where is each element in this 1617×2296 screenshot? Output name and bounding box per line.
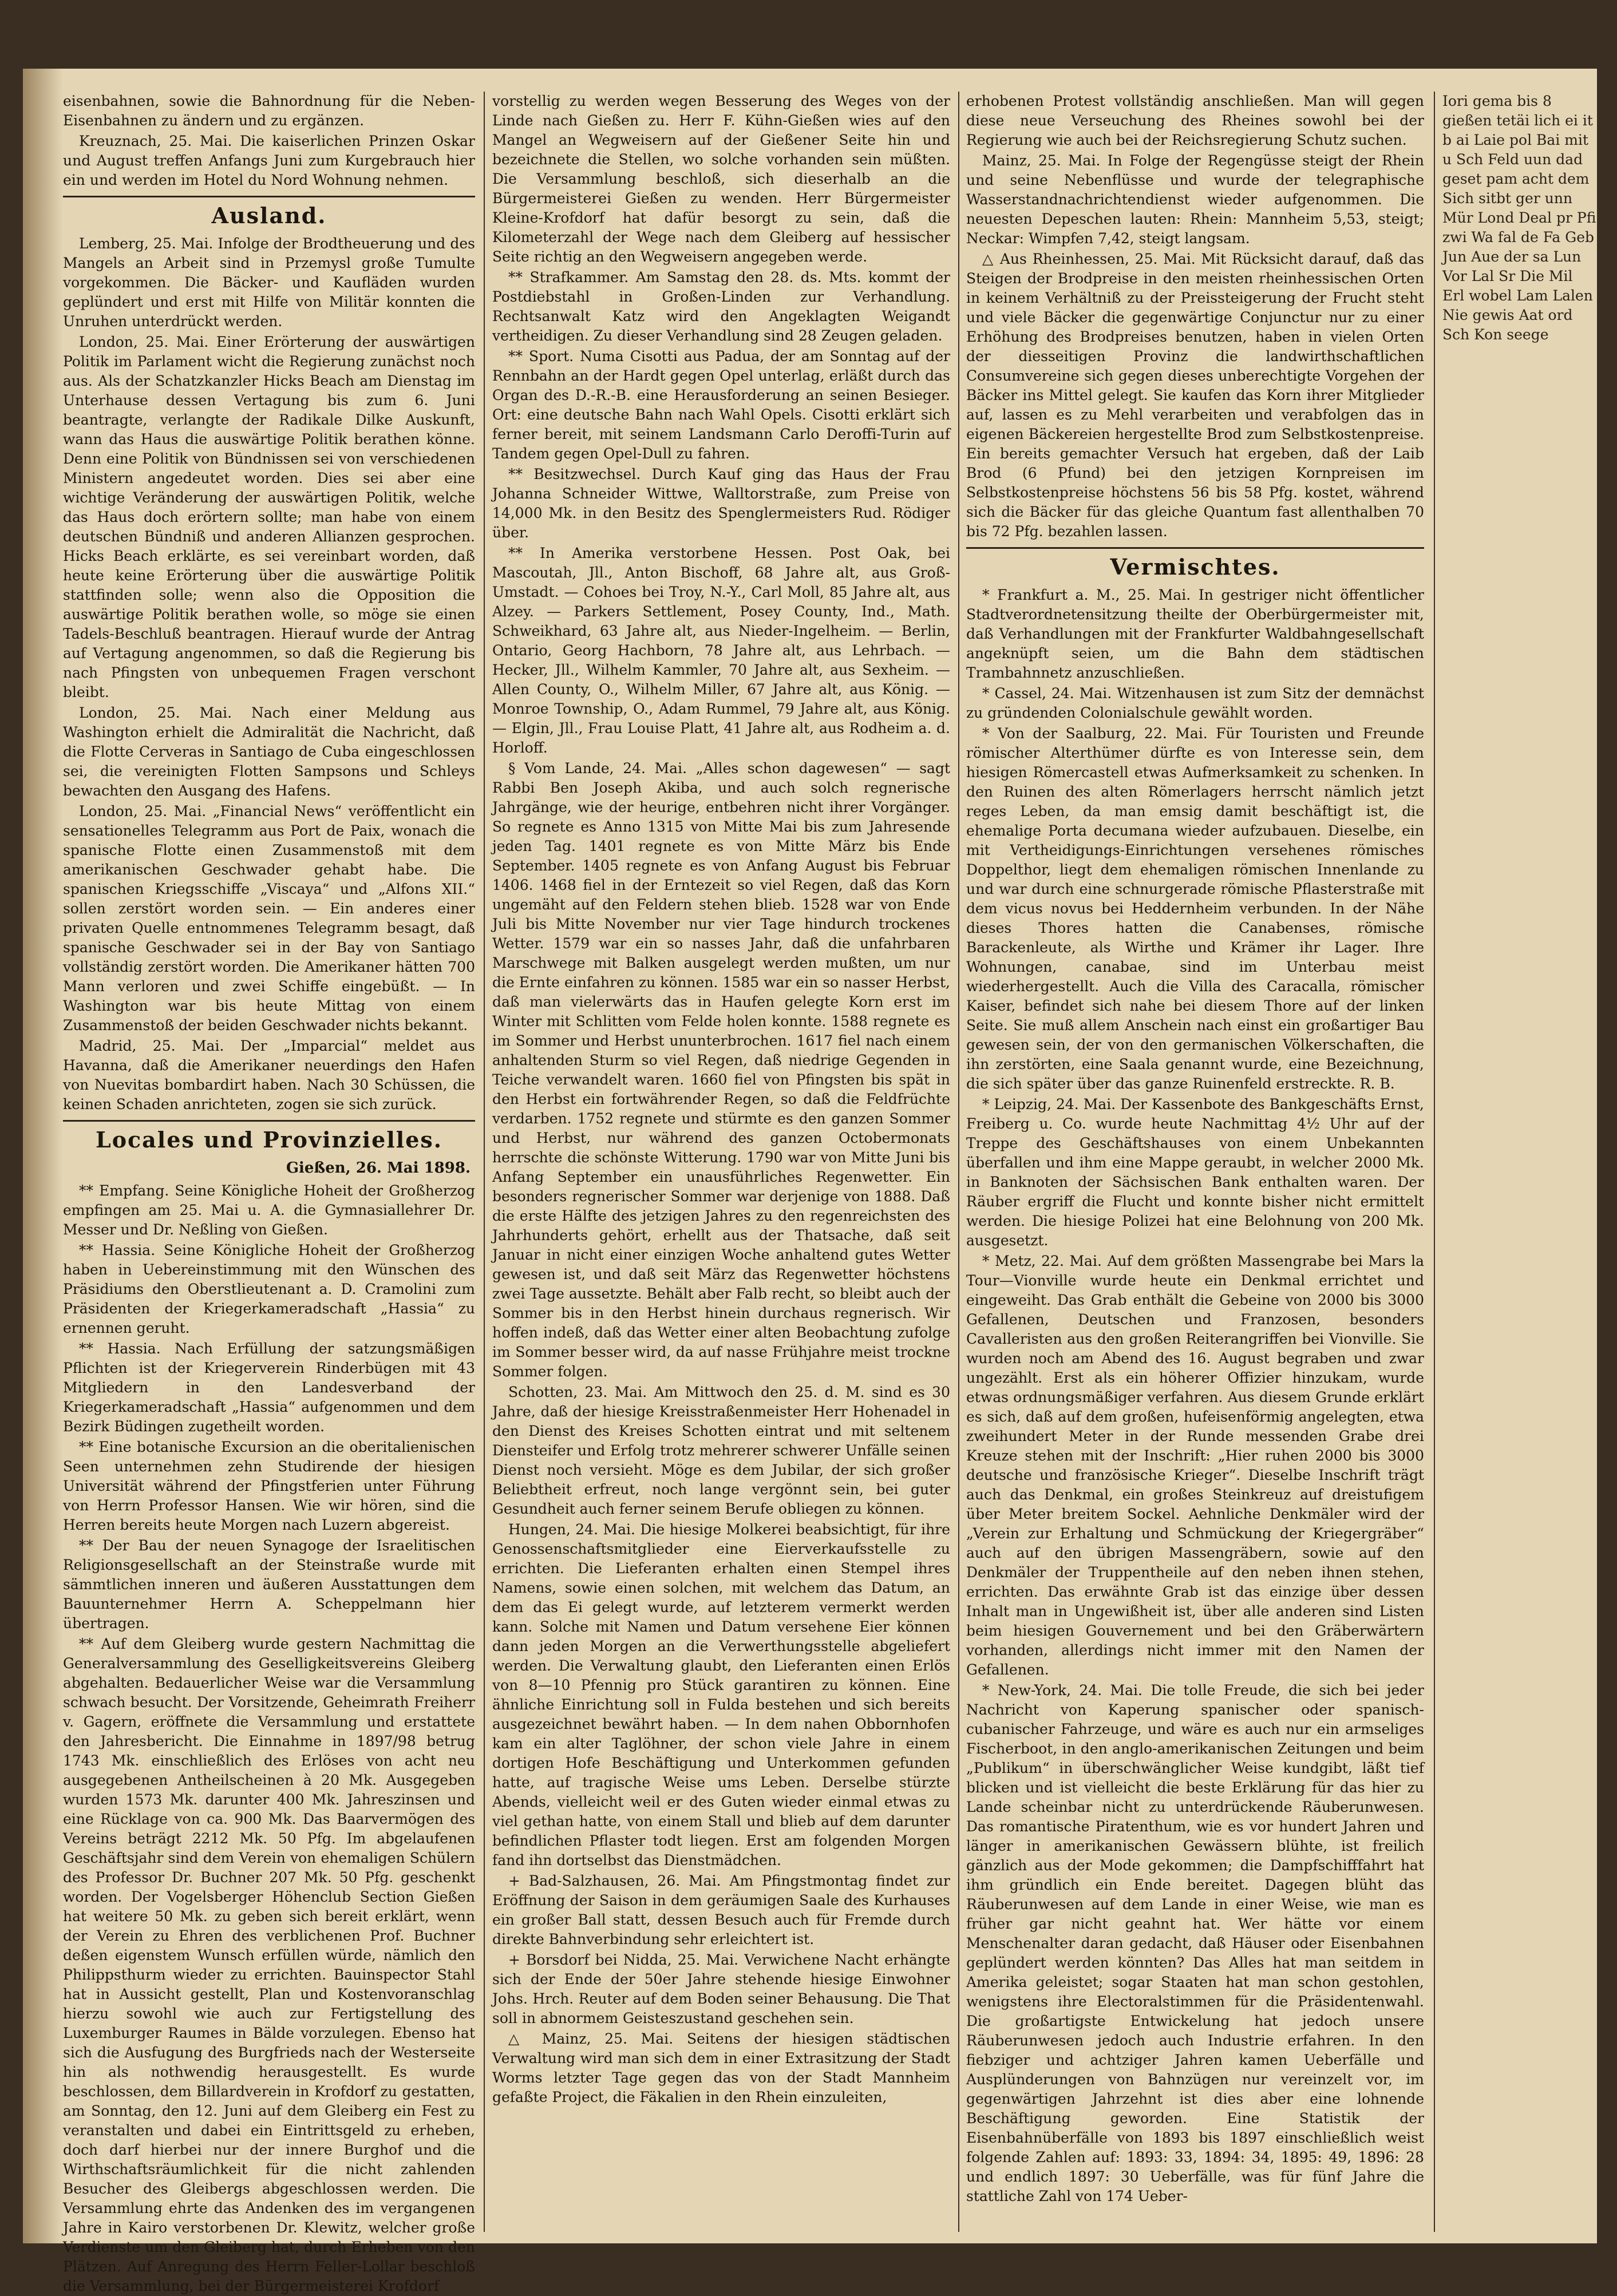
article-london-2: London, 25. Mai. Nach einer Meldung aus Washington erhielt die Admiralität die Nachricht, daß die Flotte Cerveras in Santiago de Cuba eingeschlossen sei, die vereinigten Flotten Sampsons und Schleys bewachten den Ausgang des Hafens. bbox=[63, 704, 475, 799]
newspaper-page bbox=[23, 69, 1597, 2294]
article-vom-lande: § Vom Lande, 24. Mai. „Alles schon dagewesen“ — sagt Rabbi Ben Joseph Akiba, und auch solch regnerische Jahrgänge, wie der heurige, entbehren nicht ihrer Vorgänger. So regnete es Anno 1315 von Mitte Mai bis zum Jahresende jeden Tag. 1401 regnete es von Mitte März bis Ende September. 1405 regnete es von Anfang August bis Februar 1406. 1468 fiel in der Erntezeit so viel Regen, daß das Korn ungemäht auf den Feldern stehen blieb. 1528 war von Ende Juli bis Mitte November nur vier Tage hindurch trockenes Wetter. 1579 war ein so nasses Jahr, daß die unfahrbaren Marschwege mit Balken ausgelegt werden mußten, um nur die Ernte einfahren zu können. 1585 war ein so nasser Herbst, daß man vielerwärts das in Haufen gelegte Korn erst im Winter mit Schlitten vom Felde holen konnte. 1588 regnete es im Sommer und Herbst ununterbrochen. 1617 fiel nach einem anhaltenden Sturm so viel Regen, daß niedrige Gegenden in Teiche verwandelt waren. 1660 fiel von Pfingsten bis spät in den Herbst ein fortwährender Regen, so daß die Feldfrüchte verdarben. 1752 regnete und stürmte es den ganzen Sommer und Herbst, nur während des ganzen Octobermonats herrschte die schönste Witterung. 1790 war von Mitte Juni bis Anfang September ein unausführliches Regenwetter. Ein besonders regnerischer Sommer war derjenige von 1888. Daß die erste Hälfte des jetzigen Jahres zu den regenreichsten des Jahrhunderts gehört, erhellt aus der Thatsache, daß seit Januar in nicht einer einzigen Woche anhaltend gutes Wetter gewesen ist, und daß seit März das Regenwetter höchstens zwei Tage aussetzte. Behält aber Falb recht, so bleibt auch der Sommer bis in den Herbst hinein durchaus regnerisch. Wir hoffen indeß, daß das Wetter einer alten Beobachtung zufolge im Sommer besser wird, da auf nasse Frühjahre meist trockne Sommer folgen. bbox=[492, 760, 950, 1380]
article-text: eisenbahnen, sowie die Bahnordnung für die Neben-Eisenbahnen zu ändern und zu ergänzen. bbox=[63, 93, 475, 129]
column-4-cut-off bbox=[1442, 92, 1597, 2232]
article-sport: ** Sport. Numa Cisotti aus Padua, der am Sonntag auf der Rennbahn an der Hardt gegen Opel unterlag, erläßt durch das Organ des D.-R.-B. eine Herausforderung an seinen Besieger. Ort: eine deutsche Bahn nach Wahl Opels. Cisotti erklärt sich ferner bereit, mit seinem Landsmann Carlo Deroffi-Turin auf Tandem gegen Opel-Dull zu fahren. bbox=[492, 348, 950, 462]
article-synagoge: ** Der Bau der neuen Synagoge der Israelitischen Religionsgesellschaft an der Steinstraße wurde mit sämmtlichen inneren und äußeren Ausstattungen dem Bauunternehmer Herrn A. Scheppelmann hier übertragen. bbox=[63, 1537, 475, 1632]
article-empfang: ** Empfang. Seine Königliche Hoheit der Großherzog empfingen am 25. Mai u. A. die Gymnasiallehrer Dr. Messer und Dr. Neßling von Gießen. bbox=[63, 1182, 475, 1238]
section-heading-locales: Locales und Provinzielles. bbox=[63, 1120, 475, 1154]
article-madrid: Madrid, 25. Mai. Der „Imparcial“ meldet aus Havanna, daß die Amerikaner neuerdings den Hafen von Nuevitas bombardirt haben. Nach 30 Schüssen, die keinen Schaden anrichteten, zogen sie sich zurück. bbox=[63, 1038, 475, 1113]
column-2 bbox=[492, 92, 950, 2232]
article-lemberg: Lemberg, 25. Mai. Infolge der Brodtheuerung und des Mangels an Arbeit sind in Przemysl große Tumulte vorgekommen. Die Bäcker- und Kaufläden wurden geplündert und erst mit Hilfe von Militär konnten die Unruhen unterdrückt werden. bbox=[63, 235, 475, 330]
article-borsdorf: + Borsdorf bei Nidda, 25. Mai. Verwichene Nacht erhängte sich der Ende der 50er Jahre stehende hiesige Einwohner Johs. Hrch. Reuter auf dem Boden seiner Behausung. Die That soll in abnormem Geisteszustand geschehen sein. bbox=[492, 1951, 950, 2026]
article-london-3: London, 25. Mai. „Financial News“ veröffentlicht ein sensationelles Telegramm aus Port de Paix, wonach die spanische Flotte einen Zusammenstoß mit dem amerikanischen Geschwader gehabt habe. Die spanischen Kriegsschiffe „Viscaya“ und „Alfons XII.“ sollen zerstört worden sein. — Ein anderes einer privaten Quelle entnommenes Telegramm besagt, daß spanische Geschwader sei in der Bay von Santiago vollständig zerstört worden. Die Amerikaner hätten 700 Mann verloren und zwei Schiffe eingebüßt. — In Washington war bis heute Mittag von einem Zusammenstoß der beiden Geschwader nichts bekannt. bbox=[63, 803, 475, 1034]
article-amerika: ** In Amerika verstorbene Hessen. Post Oak, bei Mascoutah, Jll., Anton Bischoff, 68 Jahre alt, aus Groß-Umstadt. — Cohoes bei Troy, N.-Y., Carl Moll, 85 Jahre alt, aus Alzey. — Parkers Settlement, Posey County, Ind., Math. Schweikhard, 63 Jahre alt, aus Nieder-Ingelheim. — Berlin, Ontario, Georg Hachborn, 78 Jahre alt, aus Lehrbach. — Hecker, Jll., Wilhelm Kammler, 70 Jahre alt, aus Sexheim. — Allen County, O., Wilhelm Miller, 67 Jahre alt, aus König. — Monroe Township, O., Adam Rummel, 79 Jahre alt, aus König. — Elgin, Jll., Frau Louise Platt, 41 Jahre alt, aus Rodheim a. d. Horloff. bbox=[492, 545, 950, 756]
article-text: vorstellig zu werden wegen Besserung des Weges von der Linde nach Gießen zu. Herr F. Kühn-Gießen wies auf den Mangel an Wegweisern auf der Gießener Seite hin und bezeichnete die Stellen, wo solche vorhanden sein müßten. Die Versammlung beschloß, sich dieserhalb an die Bürgermeisterei Gießen zu wenden. Herr Bürgermeister Kleine-Krofdorf hat dafür besorgt zu sein, daß die Kilometerzahl der Wege nach dem Gleiberg auf hessischer Seite richtig an den Wegweisern angegeben werde. bbox=[492, 93, 950, 265]
article-cassel: * Cassel, 24. Mai. Witzenhausen ist zum Sitz der demnächst zu gründenden Colonialschule gewählt worden. bbox=[966, 685, 1424, 721]
article-text: erhobenen Protest vollständig anschließen. Man will gegen diese neue Verseuchung des Rheines sowohl bei der Regierung wie auch bei der Reichsregierung Schutz suchen. bbox=[966, 93, 1424, 148]
article-schotten: Schotten, 23. Mai. Am Mittwoch den 25. d. M. sind es 30 Jahre, daß der hiesige Kreisstraßenmeister Herr Hohenadel in den Dienst des Kreises Schotten eintrat und mit seltenem Diensteifer und Erfolg trotz mehrerer schwerer Unfälle seinen Dienst noch versieht. Möge es dem Jubilar, der sich großer Beliebtheit erfreut, noch lange vergönnt sein, bei guter Gesundheit auch ferner seinem Berufe obliegen zu können. bbox=[492, 1384, 950, 1517]
article-rheinhessen: △ Aus Rheinhessen, 25. Mai. Mit Rücksicht darauf, daß das Steigen der Brodpreise in den meisten rheinhessischen Orten in keinem Verhältniß zu der Preissteigerung der Frucht steht und viele Bäcker die gegenwärtige Conjunctur nur zu einer Erhöhung des Brodpreises benutzen, haben in vielen Orten der diesseitigen Provinz die landwirthschaftlichen Consumvereine sich gegen dieses unberechtigte Vorgehen der Bäcker ins Mittel gelegt. Sie kaufen das Korn ihrer Mitglieder auf, lassen es zu Mehl verarbeiten und verabfolgen das in eigenen Bäckereien hergestellte Brod zum Selbstkostenpreise. Ein bereits gemachter Versuch hat ergeben, daß der Laib Brod (6 Pfund) bei den jetzigen Kornpreisen im Selbstkostenpreise höchstens 56 bis 58 Pfg. kostet, während sich die Bäcker für das gleiche Quantum fast allenthalben 70 bis 72 Pfg. bezahlen lassen. bbox=[966, 251, 1424, 540]
article-salzhausen: + Bad-Salzhausen, 26. Mai. Am Pfingstmontag findet zur Eröffnung der Saison in dem geräumigen Saale des Kurhauses ein großer Ball statt, dessen Besuch auch für Fremde durch direkte Bahnverbindung sehr erleichtert ist. bbox=[492, 1873, 950, 1947]
column-rule bbox=[484, 92, 485, 2232]
article-mainz-2: Mainz, 25. Mai. In Folge der Regengüsse steigt der Rhein und seine Nebenflüsse und wurde der telegraphische Wasserstandnachrichtendienst wieder aufgenommen. Die neuesten Depeschen lauten: Rhein: Mannheim 5,53, steigt; Neckar: Wimpfen 7,42, steigt langsam. bbox=[966, 152, 1424, 247]
column-1 bbox=[63, 92, 475, 2294]
column-rule bbox=[1434, 92, 1435, 2232]
article-saalburg: * Von der Saalburg, 22. Mai. Für Touristen und Freunde römischer Alterthümer dürfte es von Interesse sein, dem hiesigen Römercastell etwas Aufmerksamkeit zu schenken. In den Ruinen des alten Römerlagers herrscht nämlich jetzt reges Leben, da man emsig damit beschäftigt ist, die ehemalige Porta decumana wieder aufzubauen. Dieselbe, ein mit Vertheidigungs-Einrichtungen versehenes römisches Doppelthor, liegt dem ehemaligen römischen Innenlande zu und war durch eine schnurgerade römische Pflasterstraße mit dem vicus novus bei Heddernheim verbunden. In der Nähe dieses Thores hatten die Canabenses, römische Barackenleute, als Wirthe und Krämer ihr Lager. Ihre Wohnungen, canabae, sind im Unterbau meist wiederhergestellt. Auch die Villa des Caracalla, römischer Kaiser, befindet sich nahe bei diesem Thore auf der linken Seite. Sie muß allem Anschein nach einst ein großartiger Bau gewesen sein, der von den germanischen Völkerschaften, die ihn zerstörten, eine Saala genannt wurde, eine Bezeichnung, die sich später über das ganze Ruinenfeld erstreckte. R. B. bbox=[966, 725, 1424, 1092]
article-london-1: London, 25. Mai. Einer Erörterung der auswärtigen Politik im Parlament wicht die Regierung zunächst noch aus. Als der Schatzkanzler Hicks Beach am Dienstag im Unterhause dessen Vertagung bis zum 6. Juni beantragte, verlangte der Radikale Dilke Auskunft, wann das Haus die auswärtige Politik berathen könne. Denn eine Politik von Bündnissen sei von verschiedenen Ministern angedeutet worden. Dies sei aber eine wichtige Veränderung der auswärtigen Politik, welche das Haus doch erörtern sollte; man habe von einem deutschen Bündniß und anderen Allianzen gesprochen. Hicks Beach erklärte, es sei vereinbart worden, daß heute keine Erörterung über die auswärtige Politik stattfinden solle; wenn also die Opposition die auswärtige Politik berathen wolle, so möge sie einen Tadels-Beschluß beantragen. Hierauf wurde der Antrag auf Vertagung angenommen, so daß die Regierung bis nach Pfingsten von unbequemen Fragen verschont bleibt. bbox=[63, 334, 475, 700]
column-3 bbox=[966, 92, 1424, 2232]
article-hungen: Hungen, 24. Mai. Die hiesige Molkerei beabsichtigt, für ihre Genossenschaftsmitglieder eine Eierverkaufsstelle zu errichten. Die Lieferanten erhalten einen Stempel ihres Namens, sowie einen solchen, mit welchem das Datum, an dem das Ei gelegt wurde, auf letzterem vermerkt werden kann. Solche mit Namen und Datum versehene Eier können dann jeden Morgen an die Verwerthungsstelle abgeliefert werden. Die Verwaltung glaubt, den Lieferanten einen Erlös von 8—10 Pfennig pro Stück garantiren zu können. Eine ähnliche Einrichtung soll in Fulda bestehen und sich bereits ausgezeichnet bewährt haben. — In dem nahen Obbornhofen kam ein alter Taglöhner, der schon viele Jahre in einem dortigen Hofe Beschäftigung und Unterkommen gefunden hatte, auf tragische Weise ums Leben. Derselbe stürzte Abends, vielleicht weil er des Guten wieder einmal etwas zu viel gethan hatte, von einem Stall und blieb auf dem darunter befindlichen Pflaster todt liegen. Erst am folgenden Morgen fand ihn dortselbst das Dienstmädchen. bbox=[492, 1521, 950, 1869]
page-columns bbox=[63, 92, 1597, 2294]
section-heading-ausland: Ausland. bbox=[63, 196, 475, 229]
article-excursion: ** Eine botanische Excursion an die oberitalienischen Seen unternehmen zehn Studirende der hiesigen Universität während der Pfingstferien unter Führung von Herrn Professor Hansen. Wie wir hören, sind die Herren bereits heute Morgen nach Luzern abgereist. bbox=[63, 1439, 475, 1533]
article-hassia-1: ** Hassia. Seine Königliche Hoheit der Großherzog haben in Uebereinstimmung mit den Wünschen des Präsidiums den Oberstlieutenant a. D. Cramolini zum Präsidenten der Kriegerkameradschaft „Hassia“ zu ernennen geruht. bbox=[63, 1242, 475, 1336]
article-kreuznach: Kreuznach, 25. Mai. Die kaiserlichen Prinzen Oskar und August treffen Anfangs Juni zum Kurgebrauch hier ein und werden im Hotel du Nord Wohnung nehmen. bbox=[63, 133, 475, 188]
article-strafkammer: ** Strafkammer. Am Samstag den 28. ds. Mts. kommt der Postdiebstahl in Großen-Linden zur Verhandlung. Rechtsanwalt Katz wird den Angeklagten Weigandt vertheidigen. Zu dieser Verhandlung sind 28 Zeugen geladen. bbox=[492, 269, 950, 344]
article-gleiberg: ** Auf dem Gleiberg wurde gestern Nachmittag die Generalversammlung des Geselligkeitsvereins Gleiberg abgehalten. Bedauerlicher Weise war die Versammlung schwach besucht. Der Vorsitzende, Geheimrath Freiherr v. Gagern, eröffnete die Versammlung und erstattete den Jahresbericht. Die Einnahme in 1897/98 betrug 1743 Mk. einschließlich des Erlöses von acht neu ausgegebenen Antheilscheinen à 20 Mk. Ausgegeben wurden 1573 Mk. darunter 400 Mk. Jahreszinsen und eine Rücklage von ca. 900 Mk. Das Baarvermögen des Vereins beträgt 2212 Mk. 50 Pfg. Im abgelaufenen Geschäftsjahr sind dem Verein von ehemaligen Schülern des Professor Dr. Buchner 207 Mk. 50 Pfg. geschenkt worden. Der Vogelsberger Höhenclub Section Gießen hat weitere 50 Mk. zu geben sich bereit erklärt, wenn der Verein zu Ehren des verblichenen Prof. Buchner deßen eigenstem Wunsch erfüllen würde, nämlich den Philippsthurm wieder zu errichten. Bauinspector Stahl hat in Aussicht gestellt, Plan und Kostenvoranschlag hierzu sowohl wie auch zur Fertigstellung des Luxemburger Raumes in Bälde vorzulegen. Ebenso hat sich die Ausfugung des Burgfrieds nach der Westerseite hin als nothwendig herausgestellt. Es wurde beschlossen, dem Billardverein in Krofdorf zu gestatten, am Sonntag, den 12. Juni auf dem Gleiberg ein Fest zu veranstalten und dabei ein Eintrittsgeld zu erheben, doch darf hierbei nur der innere Burghof und die Wirthschaftsräumlichkeit für die nicht zahlenden Besucher des Gleibergs abgeschlossen werden. Die Versammlung ehrte das Andenken des im vergangenen Jahre in Kairo verstorbenen Dr. Klewitz, welcher große Verdienste um den Gleiberg hat, durch Erheben von den Plätzen. Auf Anregung des Herrn Feller-Lollar beschloß die Versammlung, bei der Bürgermeisterei Krofdorf bbox=[63, 1636, 475, 2294]
dateline: Gießen, 26. Mai 1898. bbox=[286, 1159, 471, 1177]
section-heading-vermischtes: Vermischtes. bbox=[966, 547, 1424, 581]
article-besitzwechsel: ** Besitzwechsel. Durch Kauf ging das Haus der Frau Johanna Schneider Wittwe, Walltorstraße, zum Preise von 14,000 Mk. in den Besitz des Spenglermeisters Rud. Rödiger über. bbox=[492, 466, 950, 541]
article-hassia-2: ** Hassia. Nach Erfüllung der satzungsmäßigen Pflichten ist der Kriegerverein Rinderbügen mit 43 Mitgliedern in den Landesverband der Kriegerkameradschaft „Hassia“ aufgenommen und dem Bezirk Büdingen zugetheilt worden. bbox=[63, 1340, 475, 1435]
article-new-york: * New-York, 24. Mai. Die tolle Freude, die sich bei jeder Nachricht von Kaperung spanischer oder spanisch-cubanischer Fahrzeuge, und wäre es auch nur ein armseliges Fischerboot, in den anglo-amerikanischen Zeitungen und beim „Publikum“ in überschwänglicher Weise kundgibt, läßt tief blicken und ist vielleicht die beste Erklärung für das hier zu Lande scheinbar nicht zu unterdrückende Räuberunwesen. Das romantische Piratenthum, wie es vor hundert Jahren und länger in amerikanischen Gewässern blühte, ist freilich gänzlich aus der Mode gekommen; die Dampfschifffahrt hat ihm gründlich ein Ende bereitet. Dagegen blüht das Räuberunwesen auf dem Lande in einer Weise, wie man es früher gar nicht geahnt hat. Wer hätte vor einem Menschenalter daran gedacht, daß Häuser oder Eisenbahnen geplündert werden könnten? Das Alles hat man seitdem in Amerika geleistet; sogar Staaten hat man schon gestohlen, wenigstens ihre Electoralstimmen für die Präsidentenwahl. Die großartigste Entwickelung hat jedoch unsere Räuberunwesen jedoch auch Industrie erfahren. In den fiebziger und achtziger Jahren kamen Ueberfälle und Ausplünderungen von Bahnzügen nur vereinzelt vor, im gegenwärtigen Jahrzehnt ist dies aber eine lohnende Beschäftigung geworden. Eine Statistik der Eisenbahnüberfälle von 1893 bis 1897 einschließlich weist folgende Zahlen auf: 1893: 33, 1894: 34, 1895: 49, 1896: 28 und endlich 1897: 30 Ueberfälle, was für fünf Jahre die stattliche Zahl von 174 Ueber- bbox=[966, 1682, 1424, 2204]
cut-off-text-fragments: Iori gema bis 8 gießen tetäi lich ei it b ai Laie pol Bai mit u Sch Feld uun dad geset pam acht dem Sich sitbt ger unn Mür Lond Deal pr Pfi zwi Wa fal de Fa Geb Jun Aue der sa Lun Vor Lal Sr Die Mil Erl wobel Lam Lalen Nie gewis Aat ord Sch Kon seege bbox=[1442, 93, 1596, 343]
article-mainz: △ Mainz, 25. Mai. Seitens der hiesigen städtischen Verwaltung wird man sich dem in einer Extrasitzung der Stadt Worms letzter Tage gegen das von der Stadt Mannheim gefaßte Project, die Fäkalien in den Rhein einzuleiten, bbox=[492, 2030, 950, 2105]
column-rule bbox=[958, 92, 959, 2232]
article-metz: * Metz, 22. Mai. Auf dem größten Massengrabe bei Mars la Tour—Vionville wurde heute ein Denkmal errichtet und eingeweiht. Das Grab enthält die Gebeine von 2000 bis 3000 Gefallenen, Deutschen und Franzosen, besonders Cavalleristen aus den großen Reiterangriffen bei Vionville. Sie wurden noch am Abend des 16. August begraben und zwar ungezählt. Erst als ein höherer Offizier hinzukam, wurde etwas ordnungsmäßiger verfahren. Aus diesem Grunde erklärt es sich, daß auf dem großen, hufeisenförmig angelegten, etwa zweihundert Meter in der Runde messenden Grabe drei Kreuze stehen mit der Inschrift: „Hier ruhen 2000 bis 3000 deutsche und französische Krieger“. Dieselbe Inschrift trägt auch das Denkmal, ein großes Steinkreuz auf dreistufigem über Meter breitem Sockel. Aehnliche Denkmäler wird der „Verein zur Erhaltung und Schmückung der Kriegergräber“ auch auf den übrigen Massengräbern, sowie auf den Denkmäler der Truppentheile auf den neben ihnen stehen, errichten. Das erwähnte Grab ist das einzige über dessen Inhalt man in Ungewißheit ist, über alle anderen sind Listen beim hiesigen Gouvernement und bei den Gräberwärtern vorhanden, allerdings nicht immer mit den Namen der Gefallenen. bbox=[966, 1253, 1424, 1678]
article-frankfurt: * Frankfurt a. M., 25. Mai. In gestriger nicht öffentlicher Stadtverordnetensitzung theilte der Oberbürgermeister mit, daß Verhandlungen mit der Frankfurter Waldbahngesellschaft angeknüpft seien, um die Bahn dem städtischen Trambahnnetz anzuschließen. bbox=[966, 587, 1424, 681]
article-leipzig: * Leipzig, 24. Mai. Der Kassenbote des Bankgeschäfts Ernst, Freiberg u. Co. wurde heute Nachmittag 4½ Uhr auf der Treppe des Geschäftshauses von einem Unbekannten überfallen und ihm eine Mappe geraubt, in welcher 2000 Mk. in Banknoten der Sächsischen Bank enthalten waren. Der Räuber ergriff die Flucht und konnte bisher nicht ermittelt werden. Die hiesige Polizei hat eine Belohnung von 200 Mk. ausgesetzt. bbox=[966, 1096, 1424, 1249]
